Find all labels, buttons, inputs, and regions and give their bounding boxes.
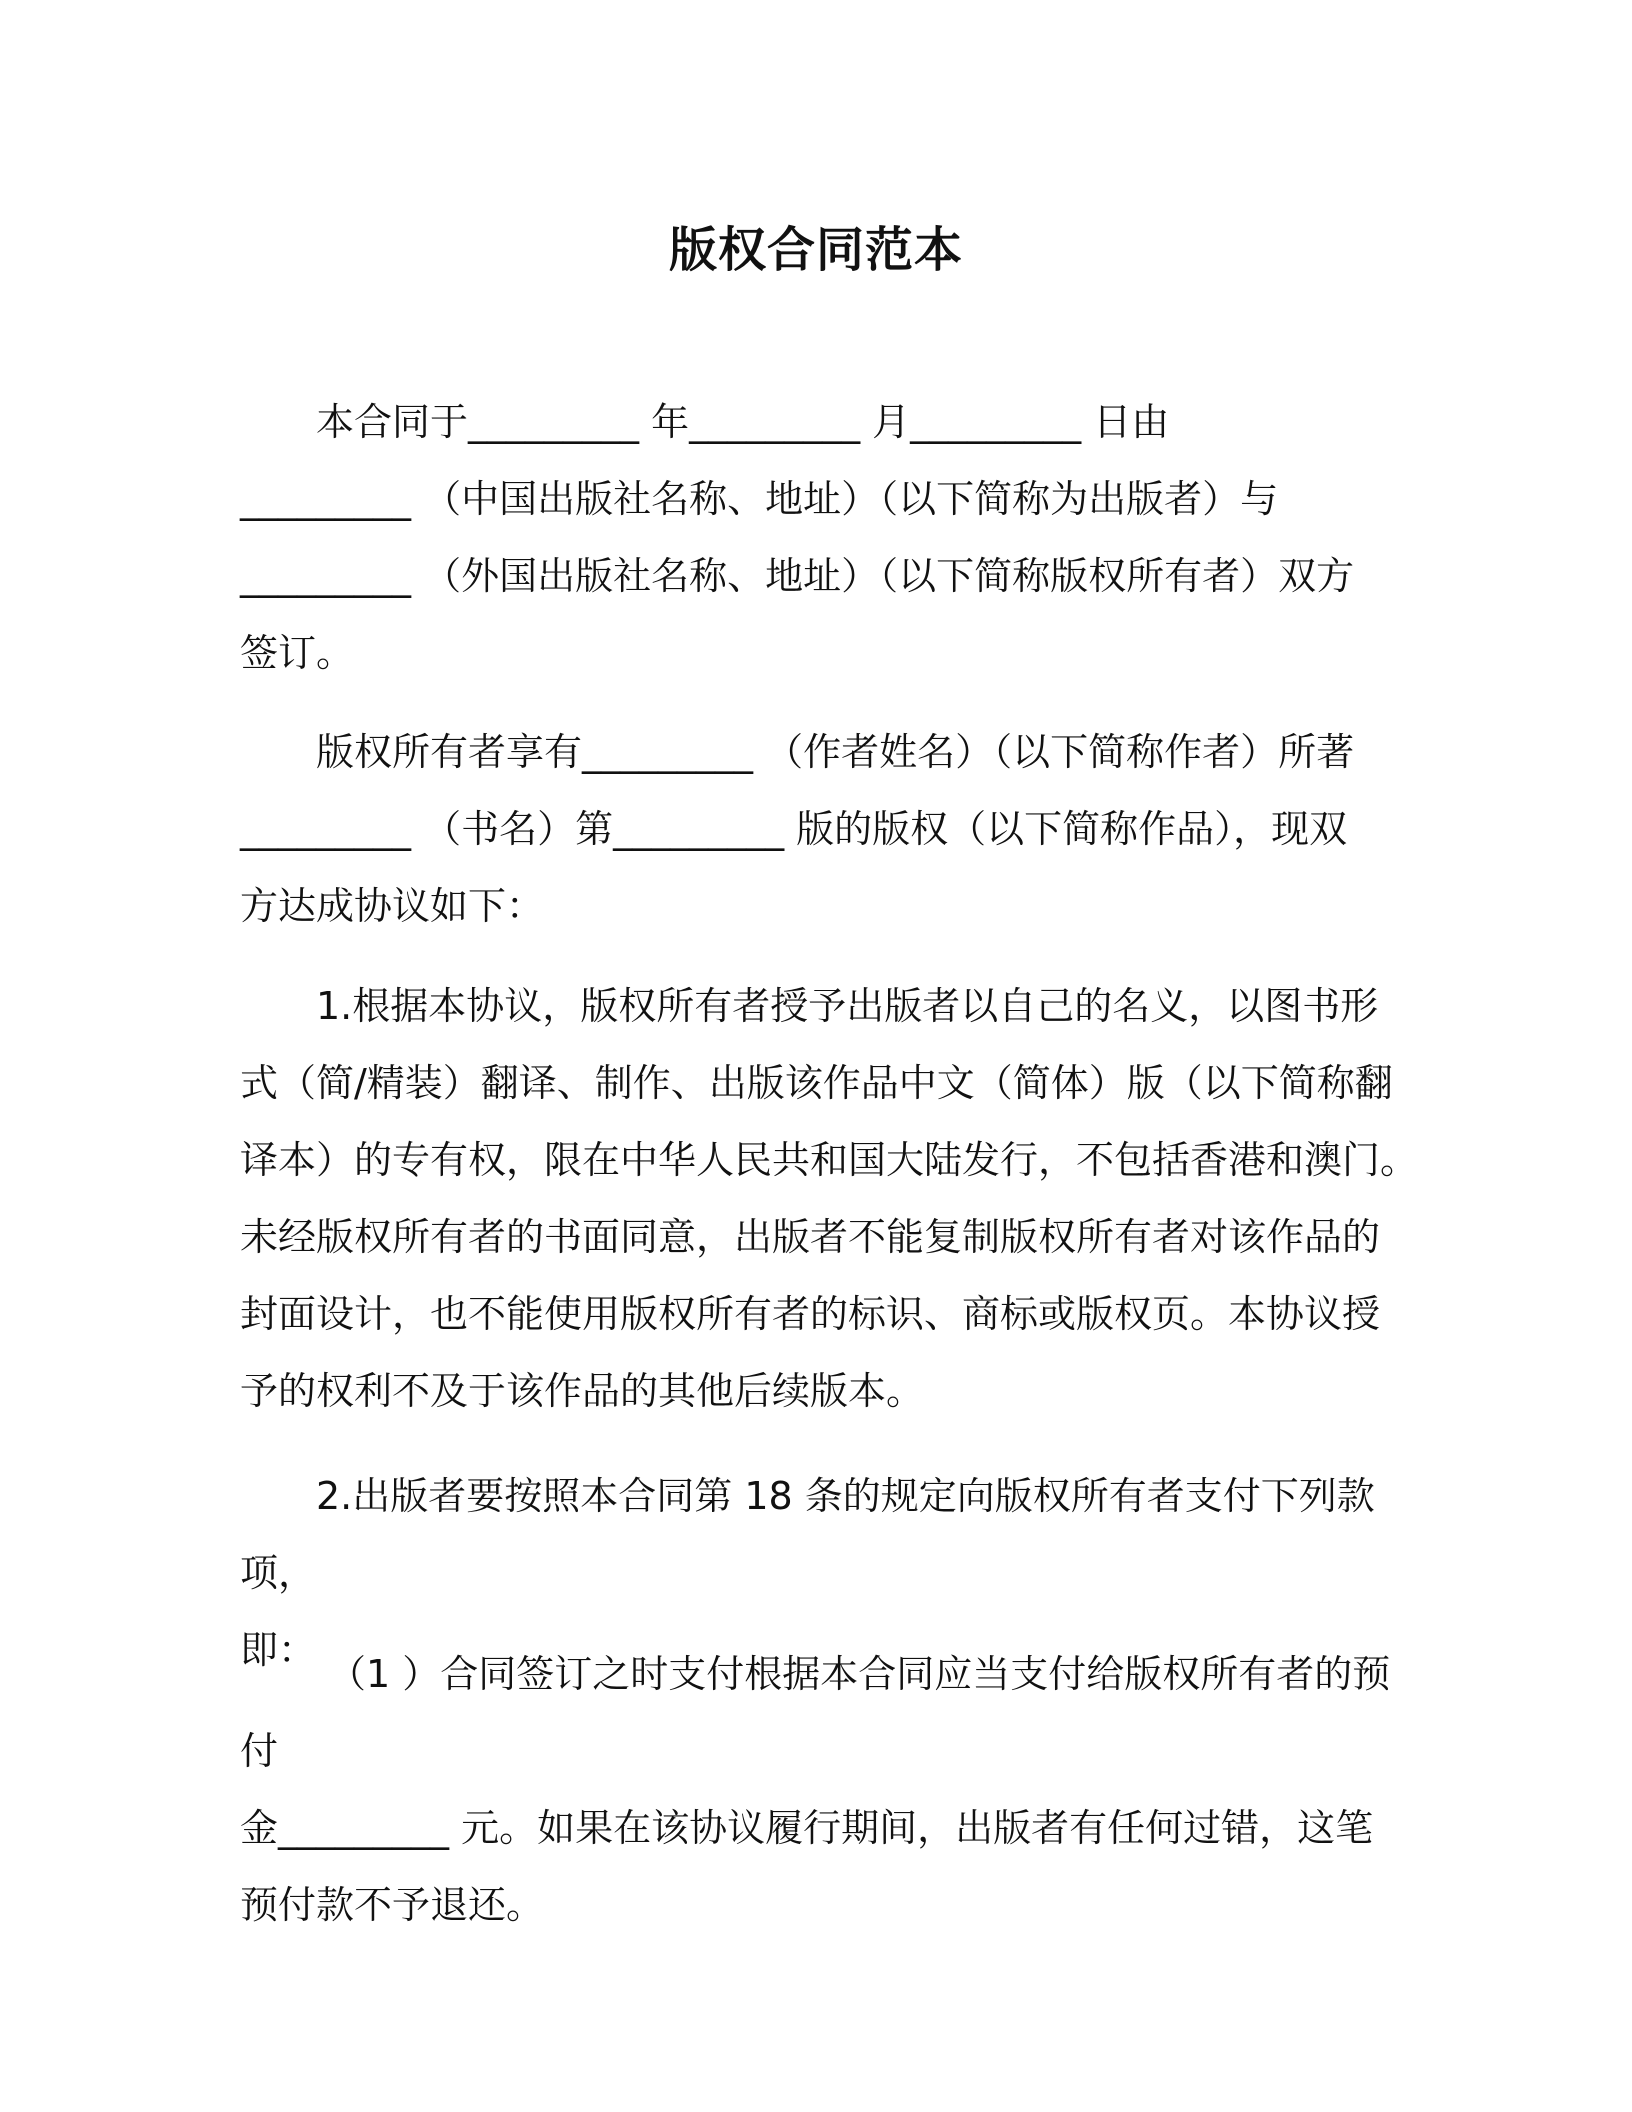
paragraph-line: 封面设计，也不能使用版权所有者的标识、商标或版权页。本协议授 xyxy=(240,1292,1381,1336)
paragraph-line: 方达成协议如下： xyxy=(240,884,545,928)
paragraph-line: 签订。 xyxy=(240,631,355,675)
paragraph-line: （1 ）合同签订之时支付根据本合同应当支付给版权所有者的预付 xyxy=(240,1652,1391,1773)
document-title: 版权合同范本 xyxy=(668,222,963,278)
paragraph-line: 2.出版者要按照本合同第 18 条的规定向版权所有者支付下列款项， xyxy=(240,1474,1375,1595)
paragraph-line: 本合同于_________ 年_________ 月_________ 日由 xyxy=(316,400,1170,444)
paragraph-line: 预付款不予退还。 xyxy=(240,1883,545,1927)
paragraph-line: 未经版权所有者的书面同意，出版者不能复制版权所有者对该作品的 xyxy=(240,1215,1381,1259)
paragraph-line: 予的权利不及于该作品的其他后续版本。 xyxy=(240,1369,925,1413)
paragraph-line: _________ （外国出版社名称、地址）（以下简称版权所有者）双方 xyxy=(240,554,1355,598)
paragraph-line: 版权所有者享有_________ （作者姓名）（以下简称作者）所著 xyxy=(316,730,1355,774)
paragraph-line: 式（简/精装）翻译、制作、出版该作品中文（简体）版（以下简称翻 xyxy=(240,1061,1393,1105)
paragraph-line: 译本）的专有权，限在中华人民共和国大陆发行，不包括香港和澳门。 xyxy=(240,1138,1419,1182)
paragraph-line: _________ （中国出版社名称、地址）（以下简称为出版者）与 xyxy=(240,477,1279,521)
paragraph-line: 金_________ 元。如果在该协议履行期间，出版者有任何过错，这笔 xyxy=(240,1806,1374,1850)
paragraph-line: 1.根据本协议，版权所有者授予出版者以自己的名义，以图书形 xyxy=(316,984,1379,1028)
paragraph-line: 即： xyxy=(240,1628,317,1672)
paragraph-line: _________ （书名）第_________ 版的版权（以下简称作品），现双 xyxy=(240,807,1348,851)
